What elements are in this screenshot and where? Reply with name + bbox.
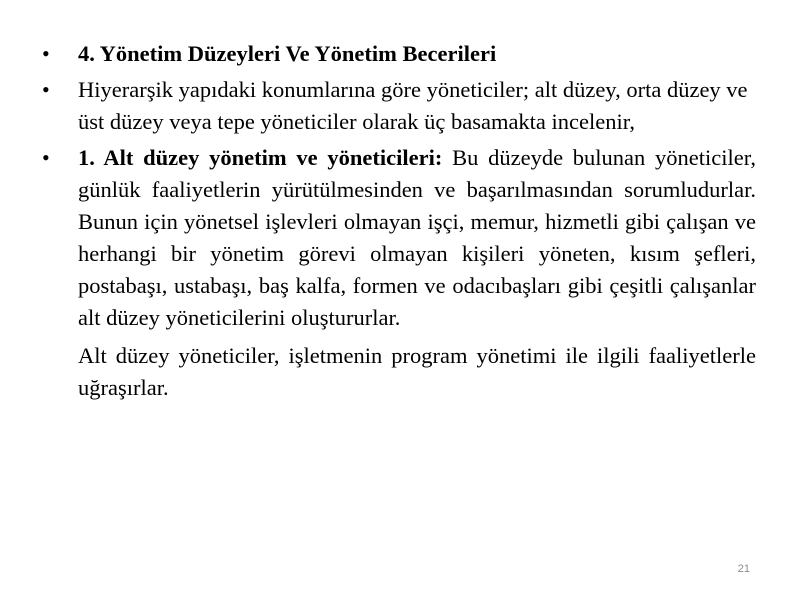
follow-paragraph (40, 340, 756, 404)
lower-level-title: 1. Alt düzey yönetim ve yöneticileri: (78, 145, 443, 170)
lower-level-text: Bu düzeyde bulunan yöneticiler, günlük faaliyetlerin yürütülmesinden ve başarılmasından sorumludurlar. Bunun için yönetsel işlevleri olmayan işçi, memur, hizmetli gibi çalışan ve herhangi bir yönetim görevi olmayan kişileri yöneten, kısım şefleri, postabaşı, ustabaşı, baş kalfa, formen ve odacıbaşları gibi çeşitli çalışanlar alt düzey yöneticilerini oluştururlar. (78, 145, 756, 330)
bullet-dot: • (42, 77, 50, 102)
intro-text: Hiyerarşik yapıdaki konumlarına göre yöneticiler; alt düzey, orta düzey ve üst düzey veya tepe yöneticiler olarak üç basamakta incelenir, (78, 77, 748, 134)
bullet-dot: • (42, 41, 50, 66)
slide-content (40, 38, 756, 404)
bullet-item-intro (40, 74, 756, 138)
bullet-item-lower-level (40, 142, 756, 334)
bullet-dot: • (42, 145, 50, 170)
section-heading: 4. Yönetim Düzeyleri Ve Yönetim Becerileri (78, 41, 497, 66)
follow-paragraph-text: Alt düzey yöneticiler, işletmenin program yönetimi ile ilgili faaliyetlerle uğraşırlar. (78, 343, 756, 400)
page-number: 21 (737, 563, 750, 575)
bullet-item-heading (40, 38, 756, 70)
